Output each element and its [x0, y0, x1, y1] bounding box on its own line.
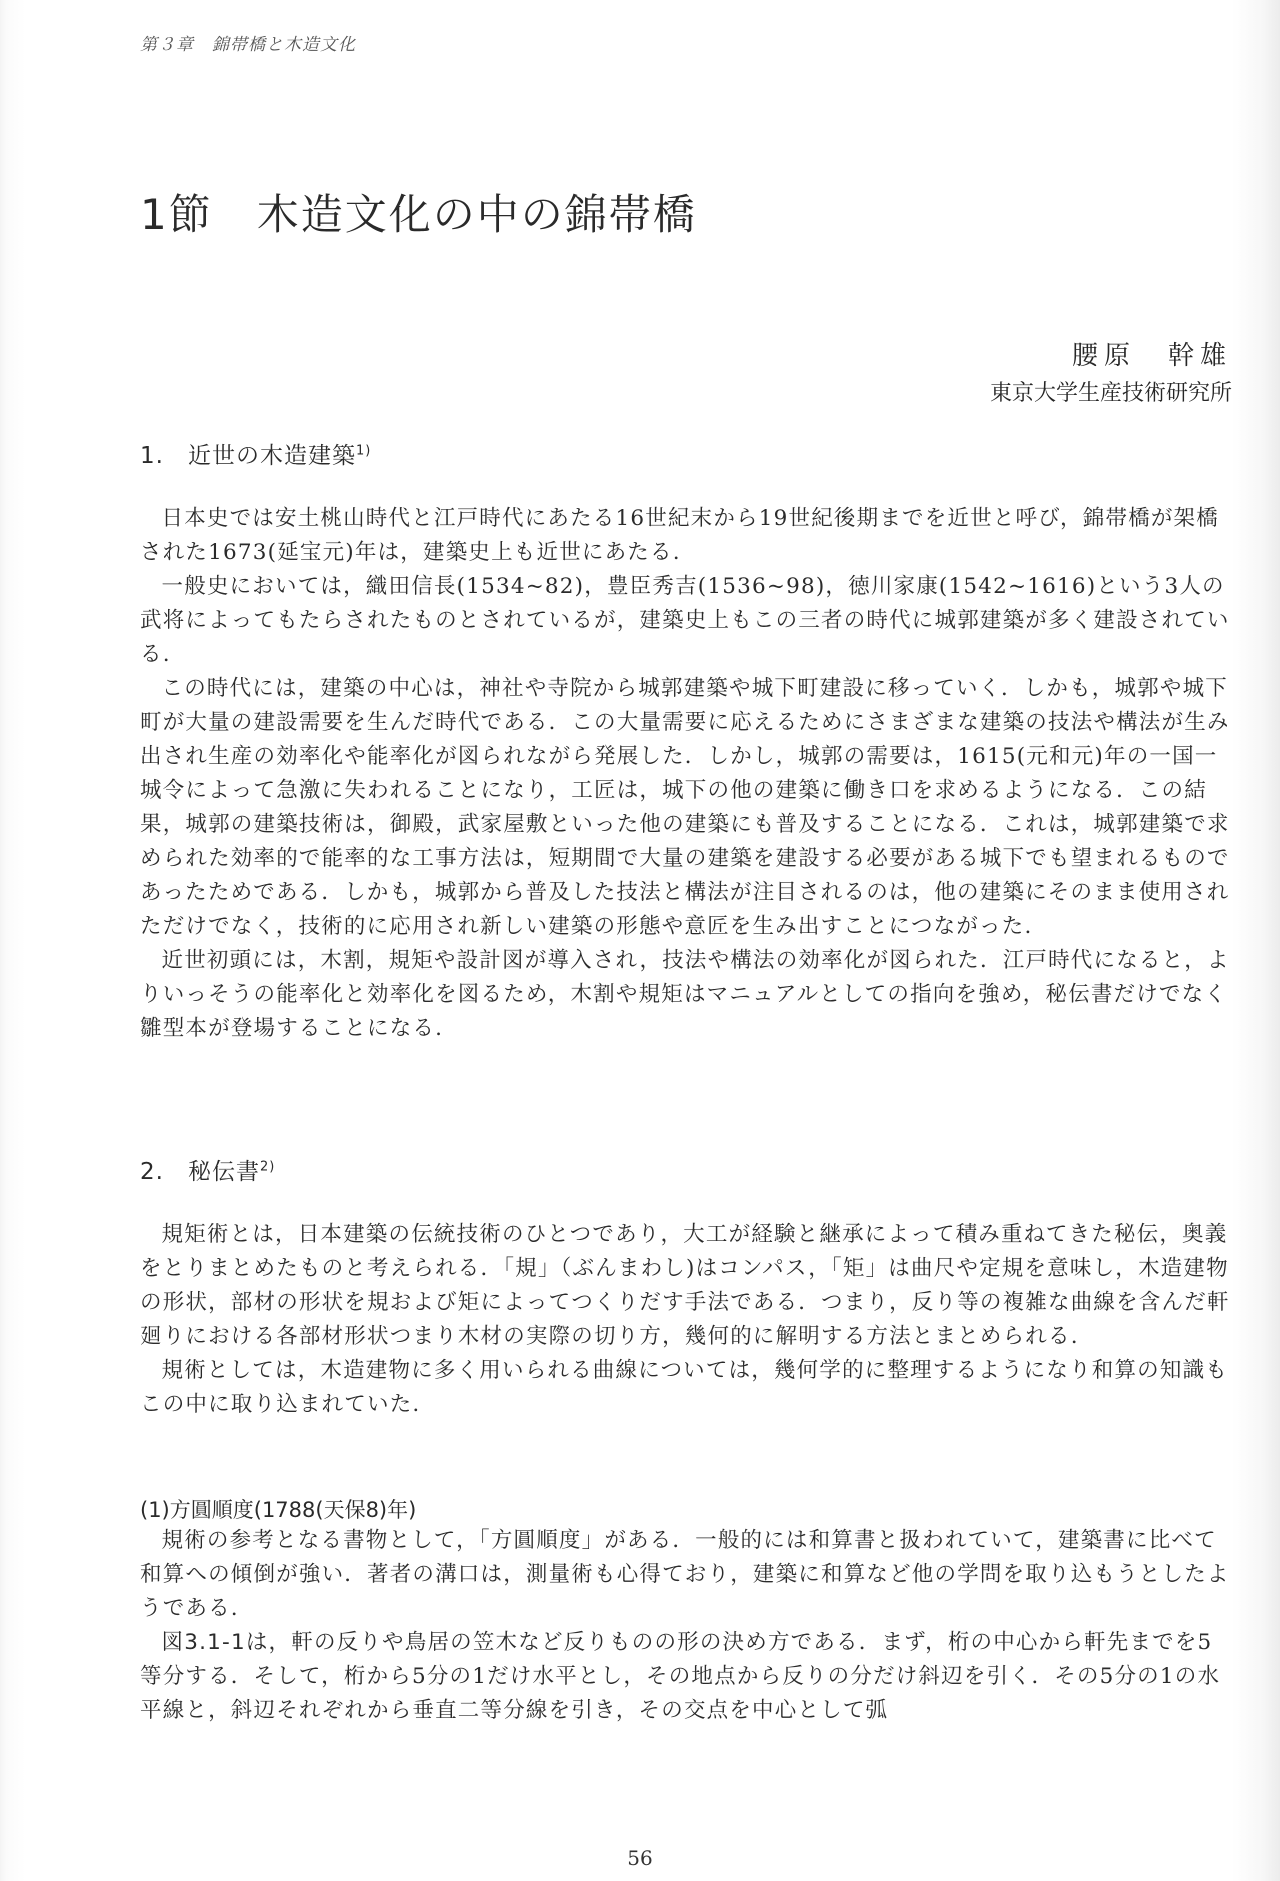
running-header: 第３章 錦帯橋と木造文化	[140, 35, 356, 55]
paragraph: 規術としては，木造建物に多く用いられる曲線については，幾何学的に整理するようになり和算の知識もこの中に取り込まれていた.	[140, 1358, 1228, 1417]
paragraph: 規矩術とは，日本建築の伝統技術のひとつであり，大工が経験と継承によって積み重ねてきた秘伝，奥義をとりまとめたものと考えられる．「規」（ぶんまわし)はコンパス，「矩」は曲尺や定規を意味し，木造建物の形状，部材の形状を規および矩によってつくりだす手法である．つまり，反り等の複雑な曲線を含んだ軒廻りにおける各部材形状つまり木材の実際の切り方，幾何的に解明する方法とまとめられる.	[140, 1222, 1230, 1349]
paragraph: 規術の参考となる書物として，「方圓順度」がある．一般的には和算書と扱われていて，建築書に比べて和算への傾倒が強い．著者の溝口は，測量術も心得ており，建築に和算など他の学問を取り込もうとしたようである.	[140, 1528, 1230, 1621]
section-title: 1節 木造文化の中の錦帯橋	[140, 190, 697, 239]
paragraph-text: は，軒の反りや鳥居の笠木など反りものの形の決め方である．まず，桁の中心から軒先までを5等分する．そして，桁から5分の1だけ水平とし，その地点から反りの分だけ斜辺を引く．その5分の1の水平線と，斜辺それぞれから垂直二等分線を引き，その交点を中心として弧	[140, 1630, 1221, 1723]
subsection-heading: (1)方圓順度(1788(天保8)年)	[140, 1498, 417, 1522]
page-number: 56	[627, 1846, 653, 1870]
subsection-body	[140, 1524, 1235, 1728]
author-affiliation: 東京大学生産技術研究所	[989, 381, 1232, 406]
figure-reference: 図3.1-1	[161, 1630, 246, 1655]
paragraph: 近世初頭には，木割，規矩や設計図が導入され，技法や構法の効率化が図られた．江戸時代になると，よりいっそうの能率化と効率化を図るため，木割や規矩はマニュアルとしての指向を強め，秘伝書だけでなく雛型本が登場することになる.	[140, 948, 1230, 1041]
section-2-body	[140, 1218, 1235, 1422]
author-block	[990, 338, 1232, 410]
section-1-heading	[140, 437, 371, 470]
section-2-heading	[140, 1153, 275, 1186]
paragraph: 日本史では安土桃山時代と江戸時代にあたる16世紀末から19世紀後期までを近世と呼び，錦帯橋が架橋された1673(延宝元)年は，建築史上も近世にあたる.	[140, 506, 1219, 565]
author-name: 腰原 幹雄	[1071, 341, 1232, 371]
section-2-heading-text: 2. 秘伝書	[140, 1159, 260, 1185]
section-1-footnote-ref: 1)	[355, 443, 372, 459]
paragraph: この時代には，建築の中心は，神社や寺院から城郭建築や城下町建設に移っていく．しかも，城郭や城下町が大量の建設需要を生んだ時代である．この大量需要に応えるためにさまざまな建築の技法や構法が生み出され生産の効率化や能率化が図られながら発展した．しかし，城郭の需要は，1615(元和元)年の一国一城令によって急激に失われることになり，工匠は，城下の他の建築に働き口を求めるようになる．この結果，城郭の建築技術は，御殿，武家屋敷といった他の建築にも普及することになる．これは，城郭建築で求められた効率的で能率的な工事方法は，短期間で大量の建築を建設する必要がある城下でも望まれるものであったためである．しかも，城郭から普及した技法と構法が注目されるのは，他の建築にそのまま使用されただけでなく，技術的に応用され新しい建築の形態や意匠を生み出すことにつながった.	[140, 676, 1230, 939]
section-2-footnote-ref: 2)	[259, 1159, 276, 1175]
section-1-body	[140, 502, 1235, 1046]
section-1-heading-text: 1. 近世の木造建築	[140, 443, 356, 469]
paragraph: 一般史においては，織田信長(1534~82)，豊臣秀吉(1536~98)，徳川家康(1542~1616)という3人の武将によってもたらされたものとされているが，建築史上もこの三者の時代に城郭建築が多く建設されている.	[140, 574, 1230, 667]
paragraph-with-figure-ref	[140, 1626, 1235, 1728]
